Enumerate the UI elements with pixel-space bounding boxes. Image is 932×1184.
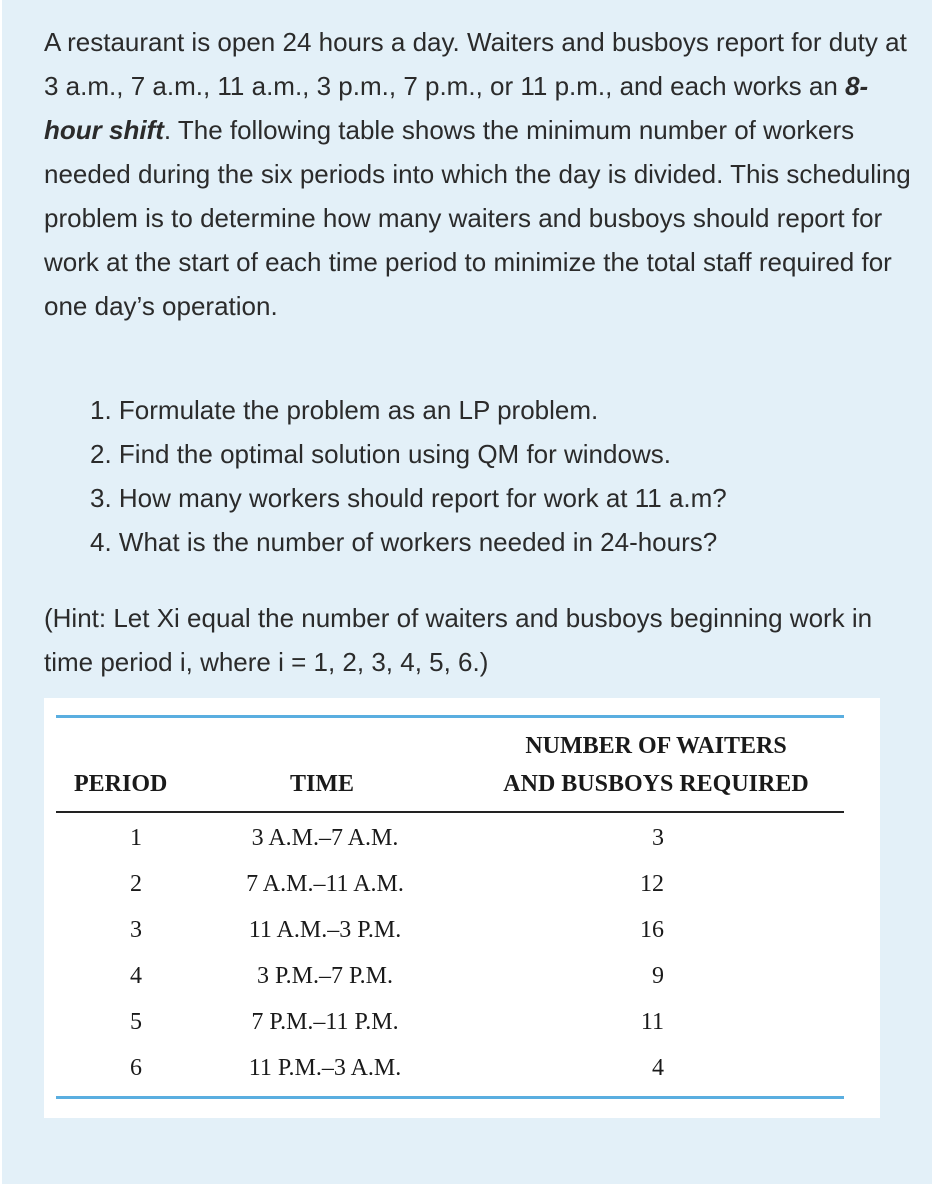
time-cell: 7 P.M.–11 P.M. [251, 1009, 399, 1035]
period-cell: 1 [130, 825, 142, 851]
period-cell: 4 [130, 963, 142, 989]
required-cell: 16 [640, 917, 664, 943]
problem-statement [44, 20, 914, 328]
required-cell: 11 [640, 1009, 664, 1035]
table-row [44, 815, 880, 861]
table-bottom-rule [56, 1096, 844, 1099]
shift-emphasis: 8-hour shift [44, 71, 869, 145]
time-cell: 7 A.M.–11 A.M. [246, 871, 404, 897]
staffing-table [44, 698, 880, 1118]
question-item-4: 4. What is the number of workers needed in 24-hours? [90, 527, 718, 557]
question-item-2: 2. Find the optimal solution using QM for windows. [90, 439, 671, 469]
header-required-line2: AND BUSBOYS REQUIRED [503, 771, 809, 797]
time-cell: 11 A.M.–3 P.M. [248, 917, 402, 943]
intro-text-part1: A restaurant is open 24 hours a day. Waiters and busboys report for duty at 3 a.m., 7 a.m., 11 a.m., 3 p.m., 7 p.m., or 11 p.m., and each works an [44, 27, 907, 101]
table-top-rule [56, 715, 844, 718]
header-required-line1: NUMBER OF WAITERS [525, 733, 787, 759]
required-cell: 9 [652, 963, 664, 989]
table-row [44, 907, 880, 953]
time-cell: 3 A.M.–7 A.M. [251, 825, 399, 851]
time-cell: 3 P.M.–7 P.M. [256, 963, 394, 989]
intro-text-part2: . The following table shows the minimum number of workers needed during the six periods into which the day is divided. This scheduling problem is to determine how many waiters and busboys should report for work at the start of each time period to minimize the total staff required for one day’s operation. [44, 115, 911, 321]
period-cell: 5 [130, 1009, 142, 1035]
header-required [466, 727, 846, 803]
header-time: TIME [290, 771, 355, 797]
table-row [44, 953, 880, 999]
header-period: PERIOD [74, 771, 168, 797]
question-item-3: 3. How many workers should report for work at 11 a.m? [90, 483, 727, 513]
table-row [44, 999, 880, 1045]
required-cell: 3 [652, 825, 664, 851]
period-cell: 2 [130, 871, 142, 897]
time-cell: 11 P.M.–3 A.M. [248, 1055, 402, 1081]
required-cell: 12 [640, 871, 664, 897]
table-row [44, 1045, 880, 1091]
question-item-1: 1. Formulate the problem as an LP problem. [90, 395, 599, 425]
required-cell: 4 [652, 1055, 664, 1081]
period-cell: 3 [130, 917, 142, 943]
hint-text: (Hint: Let Xi equal the number of waiters and busboys beginning work in time period i, where i = 1, 2, 3, 4, 5, 6.) [44, 603, 873, 677]
header-divider [56, 811, 844, 813]
question-list [90, 388, 727, 564]
period-cell: 6 [130, 1055, 142, 1081]
table-row [44, 861, 880, 907]
